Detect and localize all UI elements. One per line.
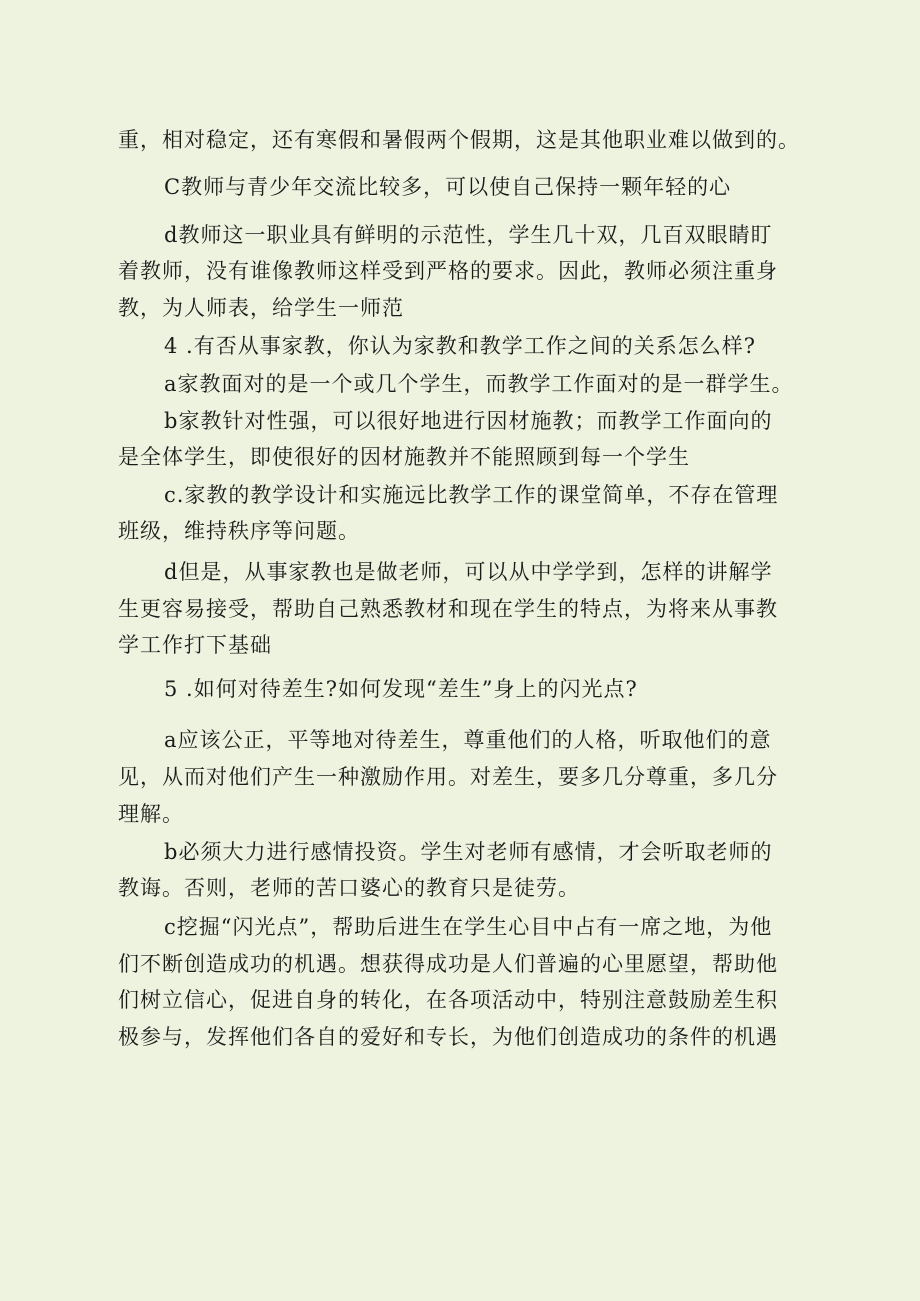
text-line: 着教师，没有谁像教师这样受到严格的要求。因此，教师必须注重身	[118, 259, 778, 283]
text-line: c挖掘“闪光点”，帮助后进生在学生心目中占有一席之地，为他	[164, 915, 773, 939]
text-line: 5 .如何对待差生?如何发现“差生”身上的闪光点?	[164, 677, 638, 701]
text-line: d但是，从事家教也是做老师，可以从中学学到，怎样的讲解学	[164, 560, 773, 584]
text-line: 理解。	[118, 802, 184, 826]
text-line: d教师这一职业具有鲜明的示范性，学生几十双，几百双眼睛盯	[164, 223, 773, 247]
text-line: 重，相对稳定，还有寒假和暑假两个假期，这是其他职业难以做到的。	[118, 128, 800, 152]
text-line: 学工作打下基础	[118, 633, 272, 657]
text-line: 教诲。否则，老师的苦口婆心的教育只是徒劳。	[118, 876, 580, 900]
text-line: 们不断创造成功的机遇。想获得成功是人们普遍的心里愿望，帮助他	[118, 952, 778, 976]
text-line: a应该公正，平等地对待差生，尊重他们的人格，听取他们的意	[164, 728, 772, 752]
text-line: 见，从而对他们产生一种激励作用。对差生，要多几分尊重，多几分	[118, 765, 778, 789]
text-line: C教师与青少年交流比较多，可以使自己保持一颗年轻的心	[164, 175, 732, 199]
text-line: 教，为人师表，给学生一师范	[118, 296, 404, 320]
text-line: c.家教的教学设计和实施远比教学工作的课堂简单，不存在管理	[164, 483, 779, 507]
text-line: 是全体学生，即使很好的因材施教并不能照顾到每一个学生	[118, 445, 690, 469]
text-line: b必须大力进行感情投资。学生对老师有感情，才会听取老师的	[164, 840, 773, 864]
text-line: 们树立信心，促进自身的转化，在各项活动中，特别注意鼓励差生积	[118, 988, 778, 1012]
text-line: 生更容易接受，帮助自己熟悉教材和现在学生的特点，为将来从事教	[118, 597, 778, 621]
text-line: 极参与，发挥他们各自的爱好和专长，为他们创造成功的条件的机遇	[118, 1025, 778, 1049]
text-line: a家教面对的是一个或几个学生，而教学工作面对的是一群学生。	[164, 372, 794, 396]
text-line: b家教针对性强，可以很好地进行因材施教；而教学工作面向的	[164, 409, 773, 433]
text-line: 班级，维持秩序等问题。	[118, 519, 360, 543]
text-line: 4 .有否从事家教，你认为家教和教学工作之间的关系怎么样?	[164, 334, 756, 358]
